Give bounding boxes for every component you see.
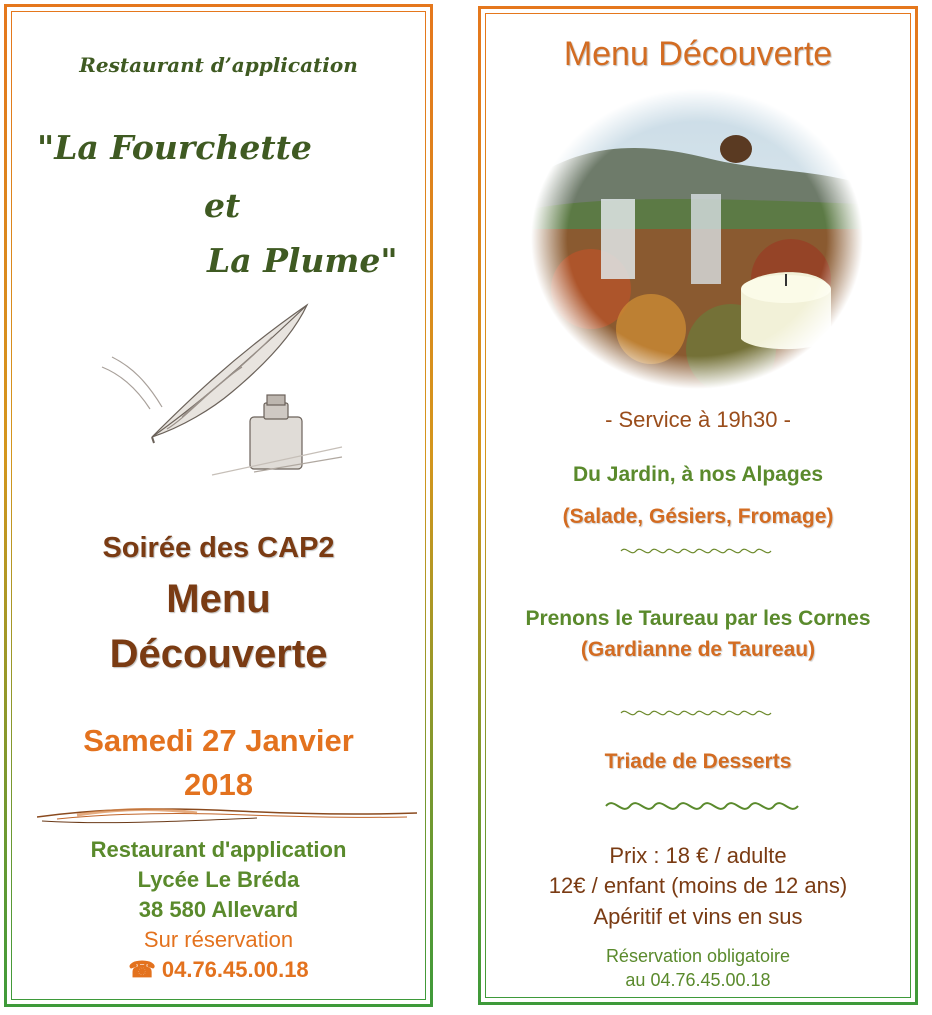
- phone-line: [7, 957, 430, 983]
- phone-number: 04.76.45.00.18: [161, 957, 309, 982]
- course-2-name: Prenons le Taureau par les Cornes: [525, 607, 871, 630]
- left-flyer-panel: [4, 4, 433, 1007]
- reservation-note: Sur réservation: [143, 927, 294, 952]
- price-adult: Prix : 18 € / adulte: [609, 843, 787, 868]
- restaurant-tagline: Restaurant d’application: [79, 53, 358, 77]
- menu-title-line2: Découverte: [109, 632, 328, 676]
- restaurant-name-line2: et: [204, 186, 241, 225]
- course-2-detail: (Gardianne de Taureau): [580, 638, 816, 661]
- restaurant-name-line3: La Plume": [207, 241, 398, 280]
- brush-stroke-divider: [37, 803, 417, 829]
- price-child: 12€ / enfant (moins de 12 ans): [548, 873, 848, 898]
- event-date-line2: 2018: [184, 767, 253, 802]
- price-note: Apéritif et vins en sus: [593, 904, 803, 929]
- course-3-name: Triade de Desserts: [604, 750, 792, 773]
- table-setting-photo: [531, 89, 863, 389]
- address-line2: Lycée Le Bréda: [137, 867, 300, 892]
- menu-title-line1: Menu: [166, 577, 271, 621]
- course-1-name: Du Jardin, à nos Alpages: [572, 463, 824, 486]
- phone-icon: ☎: [128, 957, 156, 982]
- address-line1: Restaurant d'application: [90, 837, 347, 862]
- scroll-ornament: [481, 706, 921, 720]
- course-1-detail: (Salade, Gésiers, Fromage): [562, 505, 834, 528]
- right-flyer-panel: [478, 6, 918, 1005]
- scroll-ornament-large: [481, 796, 921, 816]
- scroll-ornament: [481, 544, 921, 558]
- event-date-line1: Samedi 27 Janvier: [83, 723, 354, 758]
- service-time: - Service à 19h30 -: [605, 407, 791, 432]
- menu-decouverte-title: Menu Découverte: [563, 35, 833, 73]
- event-name: Soirée des CAP2: [102, 532, 335, 564]
- reservation-required: Réservation obligatoire: [605, 946, 791, 966]
- quill-inkwell-illustration: [92, 297, 352, 487]
- reservation-phone: au 04.76.45.00.18: [625, 970, 771, 990]
- address-line3: 38 580 Allevard: [138, 897, 299, 922]
- restaurant-name-line1: "La Fourchette: [37, 128, 312, 167]
